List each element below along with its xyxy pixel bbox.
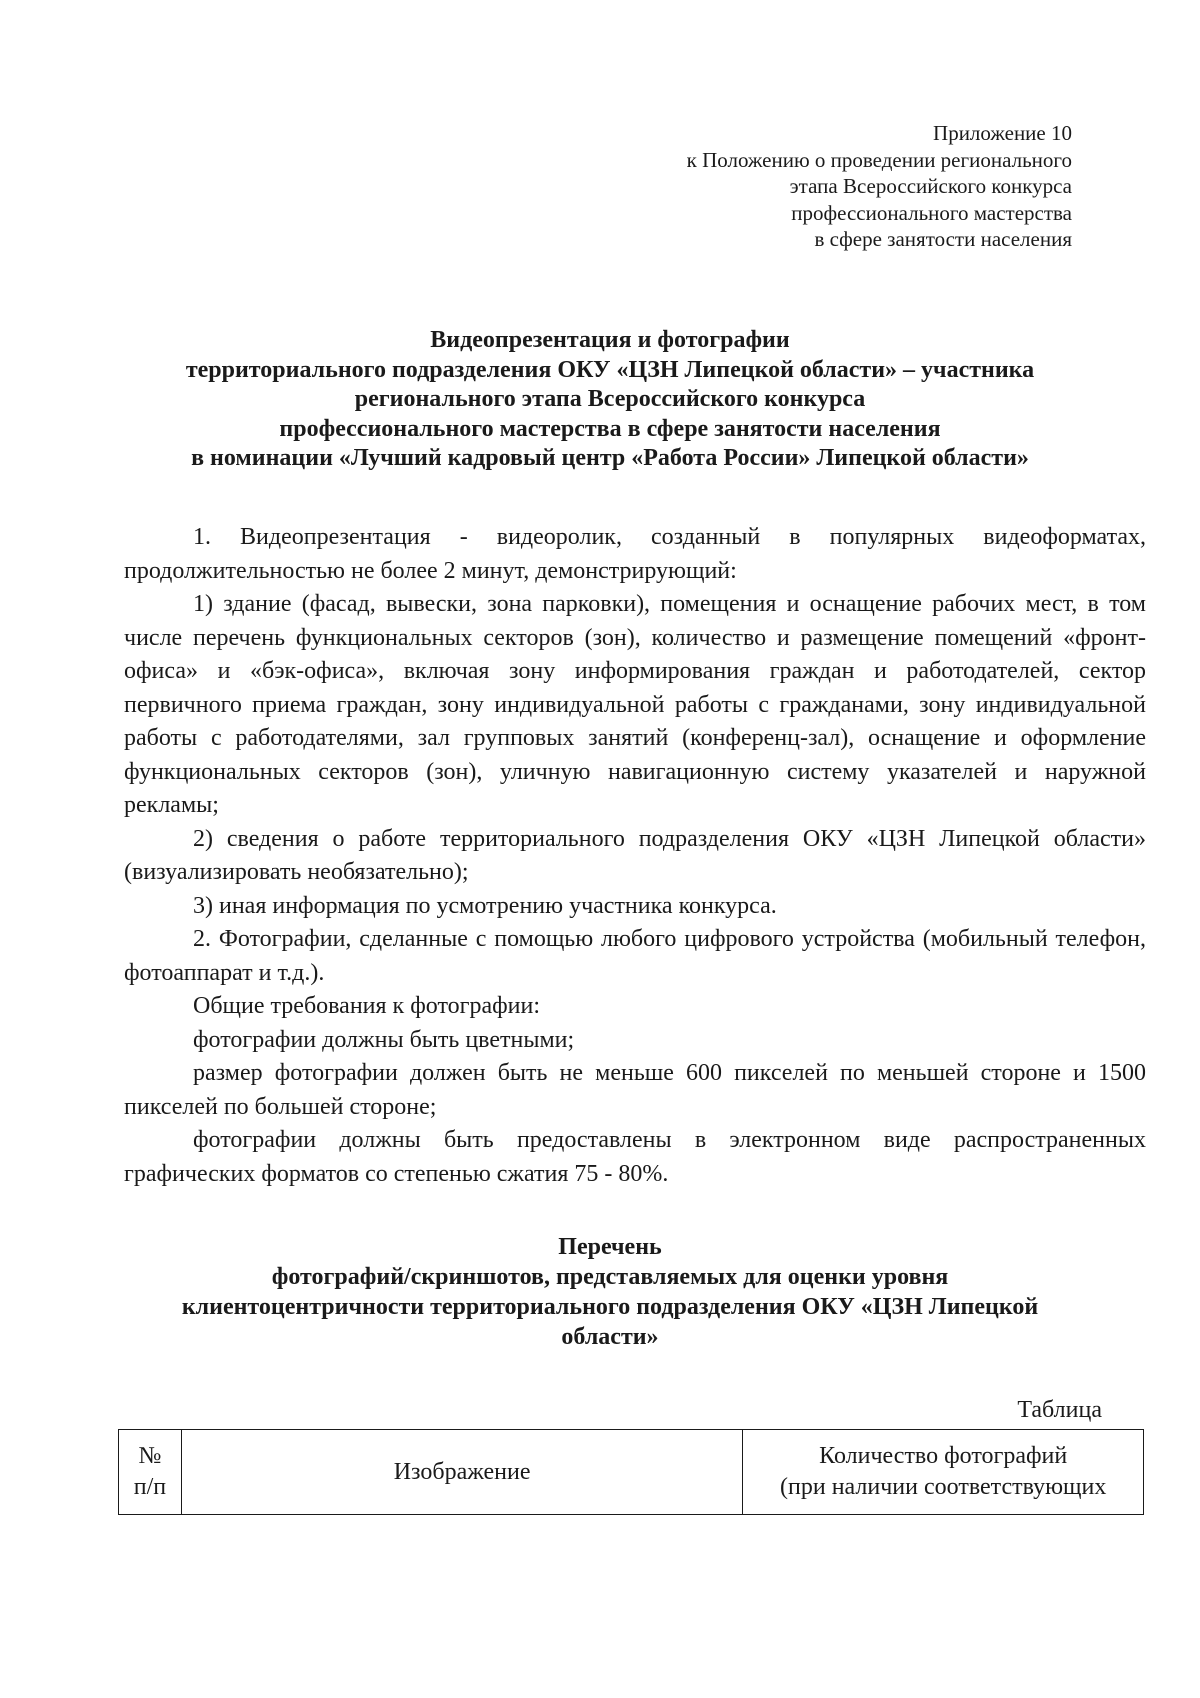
title-line: профессионального мастерства в сфере занятости населения xyxy=(279,415,941,442)
list-title-line: области» xyxy=(561,1324,659,1350)
header-count-line: Количество фотографий xyxy=(819,1443,1068,1469)
appendix-line: этапа Всероссийского конкурса xyxy=(789,174,1072,198)
header-image-label: Изображение xyxy=(393,1458,531,1485)
appendix-line: в сфере занятости населения xyxy=(814,227,1072,251)
title-line: в номинации «Лучший кадровый центр «Работа России» Липецкой области» xyxy=(191,445,1029,471)
appendix-line: профессионального мастерства xyxy=(791,200,1072,225)
list-title-line: клиентоцентричности территориального подразделения ОКУ «ЦЗН Липецкой xyxy=(181,1294,1039,1320)
title-line: Видеопрезентация и фотографии xyxy=(430,327,790,353)
appendix-line: к Положению о проведении регионального xyxy=(686,147,1072,172)
header-number-abbr: п/п xyxy=(133,1474,167,1500)
table-caption: Таблица xyxy=(1017,1397,1102,1423)
header-cell-count xyxy=(743,1430,1144,1515)
appendix-header xyxy=(687,120,1072,253)
appendix-line: Приложение 10 xyxy=(933,121,1072,145)
body-paragraph: размер фотографии должен быть не меньше 600 пикселей по меньшей стороне и 1500 пикселей по большей стороне; xyxy=(124,1060,1146,1120)
header-count-line: (при наличии соответствующих xyxy=(780,1474,1107,1500)
header-cell-image xyxy=(181,1430,743,1515)
document-title xyxy=(110,326,1110,474)
header-number-symbol: № xyxy=(138,1443,162,1469)
title-line: территориального подразделения ОКУ «ЦЗН Липецкой области» – участника xyxy=(185,356,1035,383)
header-cell-number xyxy=(119,1430,182,1515)
body-paragraph: Общие требования к фотографии: xyxy=(193,993,541,1019)
body-paragraph: 2) сведения о работе территориального подразделения ОКУ «ЦЗН Липецкой области» (визуализировать необязательно); xyxy=(124,825,1146,885)
body-paragraph: фотографии должны быть цветными; xyxy=(193,1026,575,1053)
photo-list-table xyxy=(118,1429,1144,1515)
body-paragraph: 2. Фотографии, сделанные с помощью любого цифрового устройства (мобильный телефон, фотоаппарат и т.д.). xyxy=(124,926,1146,986)
body-paragraph: фотографии должны быть предоставлены в электронном виде распространенных графических форматов со степенью сжатия 75 - 80%. xyxy=(124,1127,1146,1187)
body-paragraph: 3) иная информация по усмотрению участника конкурса. xyxy=(193,892,777,919)
body-paragraph: 1) здание (фасад, вывески, зона парковки), помещения и оснащение рабочих мест, в том числе перечень функциональных секторов (зон), количество и размещение помещений «фронт-офиса» и «бэк-офиса», включая зону информирования граждан и работодателей, сектор первичного приема граждан, зону индивидуальной работы с гражданами, зону индивидуальной работы с работодателями, зал групповых занятий (конференц-зал), оснащение и оформление функциональных секторов (зон), уличную навигационную систему указателей и наружной рекламы; xyxy=(124,591,1146,818)
list-title-line: фотографий/скриншотов, представляемых для оценки уровня xyxy=(271,1264,949,1290)
list-title-line: Перечень xyxy=(558,1234,662,1260)
title-line: регионального этапа Всероссийского конкурса xyxy=(354,386,866,412)
table-header-row xyxy=(119,1430,1144,1515)
body-paragraph: 1. Видеопрезентация - видеоролик, созданный в популярных видеоформатах, продолжительностью не более 2 минут, демонстрирующий: xyxy=(124,524,1146,584)
document-body xyxy=(124,521,1146,1191)
list-title xyxy=(110,1232,1110,1352)
